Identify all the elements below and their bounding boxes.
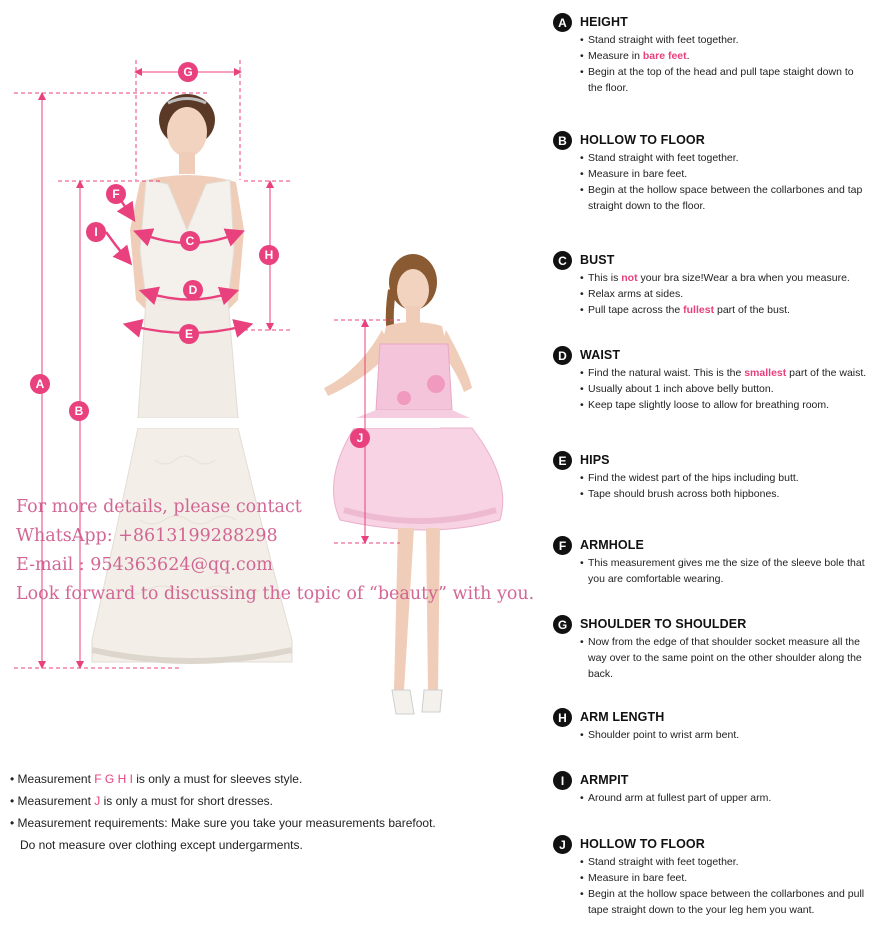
section-j-details: [580, 854, 880, 918]
bullet-icon: •: [580, 152, 584, 164]
section-c-title: BUST: [580, 253, 615, 267]
bullet-icon: •: [580, 304, 584, 316]
section-e-details: [580, 470, 880, 502]
svg-text:A: A: [35, 377, 45, 391]
section-detail-line: • Relax arms at sides.: [580, 288, 684, 300]
section-detail-line: • Begin at the top of the head and pull tape staight down to: [580, 66, 854, 78]
section-detail-line: • Around arm at fullest part of upper arm.: [580, 792, 772, 804]
contact-email: E-mail : 954363624@qq.com: [16, 555, 273, 575]
label-g: [178, 62, 198, 82]
bullet-icon: •: [580, 168, 584, 180]
section-detail-line: • Find the widest part of the hips including butt.: [580, 472, 799, 484]
contact-line-1: For more details, please contact: [16, 497, 302, 517]
bullet-icon: •: [580, 872, 584, 884]
svg-text:I: I: [94, 225, 98, 239]
section-a-details: [580, 32, 880, 96]
bullet-icon: •: [580, 50, 584, 62]
svg-text:D: D: [188, 283, 198, 297]
section-detail-line: • Measure in bare feet.: [580, 872, 688, 884]
label-c: [180, 231, 200, 251]
short-dress-figure: [324, 254, 503, 714]
bullet-icon: •: [580, 34, 584, 46]
section-detail-line: • Keep tape slightly loose to allow for breathing room.: [580, 399, 830, 411]
section-detail-line: • Shoulder point to wrist arm bent.: [580, 729, 740, 741]
bullet-icon: •: [580, 399, 584, 411]
section-e-title: HIPS: [580, 453, 610, 467]
section-g-title: SHOULDER TO SHOULDER: [580, 617, 747, 631]
section-j-badge: J: [553, 835, 572, 854]
section-f-title: ARMHOLE: [580, 538, 644, 552]
section-detail-line: way over to the same point on the other shoulder along the: [588, 652, 862, 664]
section-detail-line: • Tape should brush across both hipbones.: [580, 488, 780, 500]
section-c-badge: C: [553, 251, 572, 270]
label-h: [259, 245, 279, 265]
section-detail-line: • Usually about 1 inch above belly button.: [580, 383, 774, 395]
section-g-badge: G: [553, 615, 572, 634]
note-sleeves: • Measurement F G H I is only a must for sleeves style.: [10, 772, 303, 786]
section-j-title: HOLLOW TO FLOOR: [580, 837, 705, 851]
section-detail-line: • Pull tape across the fullest part of the bust.: [580, 304, 790, 316]
section-detail-line: • This measurement gives me the size of the sleeve bole that: [580, 557, 865, 569]
bullet-icon: •: [580, 488, 584, 500]
section-detail-line: • Measure in bare feet.: [580, 168, 688, 180]
section-detail-line: • This is not your bra size!Wear a bra when you measure.: [580, 272, 850, 284]
section-detail-line: straight down to the floor.: [588, 200, 706, 212]
label-d: [183, 280, 203, 300]
svg-text:C: C: [185, 234, 195, 248]
bullet-icon: •: [580, 288, 584, 300]
section-detail-line: tape straight down to the your leg hem you want.: [588, 904, 815, 916]
section-detail-line: you are comfortable wearing.: [588, 573, 724, 585]
note-clothing: Do not measure over clothing except undergarments.: [20, 838, 303, 852]
section-detail-line: • Find the natural waist. This is the smallest part of the waist.: [580, 367, 867, 379]
label-f: [106, 184, 126, 204]
section-e-badge: E: [553, 451, 572, 470]
section-d-badge: D: [553, 346, 572, 365]
bullet-icon: •: [580, 792, 584, 804]
label-j: [350, 428, 370, 448]
section-f-badge: F: [553, 536, 572, 555]
note-requirements: • Measurement requirements: Make sure you take your measurements barefoot.: [10, 816, 436, 830]
contact-overlay: [16, 493, 534, 609]
section-detail-line: back.: [588, 668, 614, 680]
svg-text:E: E: [184, 327, 194, 341]
bullet-icon: •: [580, 729, 584, 741]
section-i-title: ARMPIT: [580, 773, 629, 787]
label-e: [179, 324, 199, 344]
section-d-title: WAIST: [580, 348, 621, 362]
section-b-title: HOLLOW TO FLOOR: [580, 133, 705, 147]
section-detail-line: • Stand straight with feet together.: [580, 856, 739, 868]
bullet-icon: •: [580, 636, 584, 648]
section-detail-line: • Begin at the hollow space between the collarbones and tap: [580, 184, 863, 196]
bullet-icon: •: [580, 367, 584, 379]
contact-line-4: Look forward to discussing the topic of “beauty” with you.: [16, 584, 535, 604]
section-i-badge: I: [553, 771, 572, 790]
bullet-icon: •: [580, 383, 584, 395]
svg-text:H: H: [264, 248, 274, 262]
section-detail-line: • Measure in bare feet.: [580, 50, 690, 62]
section-a-title: HEIGHT: [580, 15, 628, 29]
bullet-icon: •: [580, 184, 584, 196]
svg-text:G: G: [183, 65, 193, 79]
contact-whatsapp: WhatsApp: +8613199288298: [16, 526, 278, 546]
section-detail-line: • Stand straight with feet together.: [580, 34, 739, 46]
svg-text:J: J: [356, 431, 364, 445]
section-g-details: [580, 634, 880, 682]
bullet-icon: •: [580, 272, 584, 284]
section-detail-line: • Begin at the hollow space between the collarbones and pull: [580, 888, 865, 900]
section-f-details: [580, 555, 880, 587]
label-a: [30, 374, 50, 394]
note-short-dress: • Measurement J is only a must for short dresses.: [10, 794, 273, 808]
section-d-details: [580, 365, 880, 413]
label-i: [86, 222, 106, 242]
section-h-badge: H: [553, 708, 572, 727]
section-detail-line: the floor.: [588, 82, 629, 94]
section-c-details: [580, 270, 880, 318]
bullet-icon: •: [580, 888, 584, 900]
bullet-icon: •: [580, 557, 584, 569]
section-detail-line: • Now from the edge of that shoulder socket measure all the: [580, 636, 860, 648]
measurement-notes: [10, 768, 436, 856]
svg-text:B: B: [74, 404, 84, 418]
section-h-details: [580, 727, 880, 743]
bullet-icon: •: [580, 66, 584, 78]
section-h-title: ARM LENGTH: [580, 710, 665, 724]
section-b-details: [580, 150, 880, 214]
section-i-details: [580, 790, 880, 806]
svg-text:F: F: [112, 187, 120, 201]
section-b-badge: B: [553, 131, 572, 150]
bullet-icon: •: [580, 472, 584, 484]
section-a-badge: A: [553, 13, 572, 32]
section-detail-line: • Stand straight with feet together.: [580, 152, 739, 164]
label-b: [69, 401, 89, 421]
bullet-icon: •: [580, 856, 584, 868]
